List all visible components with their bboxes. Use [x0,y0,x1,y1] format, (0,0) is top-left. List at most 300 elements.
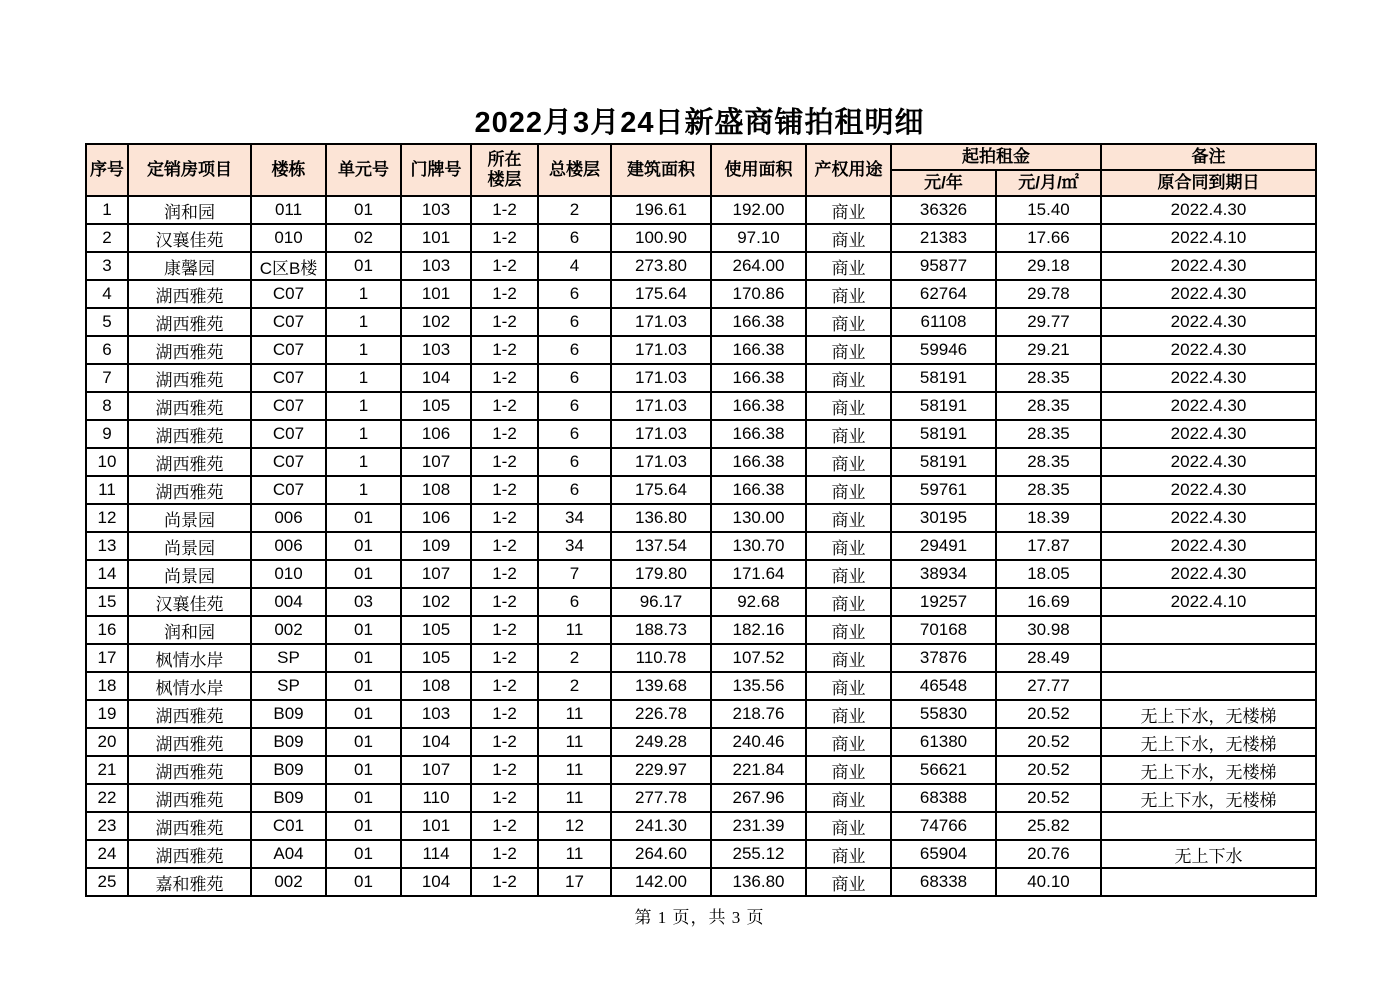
table-cell: 1-2 [471,196,538,224]
table-cell: B09 [251,700,326,728]
table-cell: 汉襄佳苑 [128,224,251,252]
table-cell: 11 [538,756,611,784]
table-cell: 240.46 [711,728,806,756]
table-row [86,308,1316,336]
table-cell: 尚景园 [128,560,251,588]
table-cell [1101,672,1316,700]
table-cell: 28.35 [996,364,1101,392]
table-cell: 商业 [806,476,891,504]
table-cell: C07 [251,420,326,448]
table-cell: 商业 [806,840,891,868]
table-cell: 61108 [891,308,996,336]
table-cell: 1 [326,364,401,392]
table-cell: 1 [86,196,128,224]
table-cell: 101 [401,812,471,840]
table-cell: 166.38 [711,308,806,336]
table-cell: C07 [251,336,326,364]
table-cell: 01 [326,868,401,896]
table-header [86,144,1316,196]
table-cell: 湖西雅苑 [128,728,251,756]
table-cell: 尚景园 [128,504,251,532]
table-cell: 2022.4.30 [1101,280,1316,308]
table-cell: 002 [251,616,326,644]
table-cell: 01 [326,756,401,784]
col-header-index: 序号 [86,144,128,196]
table-cell: 142.00 [611,868,711,896]
table-cell: 011 [251,196,326,224]
table-cell: 006 [251,504,326,532]
table-cell: 29.18 [996,252,1101,280]
table-cell: 29.21 [996,336,1101,364]
table-cell: 枫情水岸 [128,672,251,700]
table-cell: 2022.4.10 [1101,588,1316,616]
table-cell: 27.77 [996,672,1101,700]
table-cell: 1-2 [471,588,538,616]
table-cell: 166.38 [711,448,806,476]
table-cell: 103 [401,196,471,224]
table-cell: 29.77 [996,308,1101,336]
table-cell: 23 [86,812,128,840]
table-cell: 70168 [891,616,996,644]
table-cell: 59946 [891,336,996,364]
table-row [86,392,1316,420]
table-cell: 汉襄佳苑 [128,588,251,616]
table-row [86,420,1316,448]
table-cell: 166.38 [711,336,806,364]
table-cell: 25 [86,868,128,896]
table-cell: 商业 [806,756,891,784]
table-cell: 28.49 [996,644,1101,672]
table-cell: 商业 [806,728,891,756]
table-cell: 2022.4.10 [1101,224,1316,252]
table-cell: 1-2 [471,616,538,644]
table-cell: 无上下水，无楼梯 [1101,784,1316,812]
table-cell: 196.61 [611,196,711,224]
table-row [86,504,1316,532]
table-cell: 107.52 [711,644,806,672]
table-cell: 95877 [891,252,996,280]
table-cell: 湖西雅苑 [128,392,251,420]
table-cell: 6 [538,224,611,252]
table-cell: 01 [326,196,401,224]
table-cell: 106 [401,420,471,448]
table-row [86,336,1316,364]
table-row [86,644,1316,672]
table-row [86,224,1316,252]
table-cell: 无上下水，无楼梯 [1101,700,1316,728]
table-row [86,784,1316,812]
table-row [86,672,1316,700]
table-cell: 58191 [891,364,996,392]
table-cell: 114 [401,840,471,868]
table-cell: 20.76 [996,840,1101,868]
table-cell: 2022.4.30 [1101,420,1316,448]
table-cell: 商业 [806,812,891,840]
table-cell: 湖西雅苑 [128,420,251,448]
table-cell: 166.38 [711,476,806,504]
table-cell: 湖西雅苑 [128,476,251,504]
col-header-usable-area: 使用面积 [711,144,806,196]
table-row [86,448,1316,476]
table-cell: 9 [86,420,128,448]
table-cell: 湖西雅苑 [128,448,251,476]
table-row [86,812,1316,840]
table-cell: 102 [401,588,471,616]
col-header-rent-per-year: 元/年 [891,170,996,196]
table-cell: 20.52 [996,784,1101,812]
table-cell: 1-2 [471,672,538,700]
table-cell: 商业 [806,700,891,728]
table-cell: 58191 [891,448,996,476]
table-cell: 004 [251,588,326,616]
table-cell: 264.00 [711,252,806,280]
col-header-property-use: 产权用途 [806,144,891,196]
table-cell: 110.78 [611,644,711,672]
table-cell: 4 [86,280,128,308]
table-cell: 商业 [806,616,891,644]
table-cell: 17 [538,868,611,896]
table-cell: 6 [86,336,128,364]
table-cell: 11 [538,840,611,868]
table-cell: 24 [86,840,128,868]
table-cell: 2022.4.30 [1101,504,1316,532]
table-cell: 92.68 [711,588,806,616]
table-cell: 30195 [891,504,996,532]
table-cell: 湖西雅苑 [128,308,251,336]
table-cell: 1-2 [471,336,538,364]
table-cell: 166.38 [711,392,806,420]
table-cell: 107 [401,756,471,784]
table-cell: 02 [326,224,401,252]
table-cell: SP [251,672,326,700]
table-cell: 58191 [891,392,996,420]
table-cell: 商业 [806,196,891,224]
table-cell: 218.76 [711,700,806,728]
table-cell: 1-2 [471,308,538,336]
table-row [86,364,1316,392]
table-cell: 18.05 [996,560,1101,588]
table-cell: 湖西雅苑 [128,840,251,868]
table-cell: 12 [86,504,128,532]
table-cell: 104 [401,868,471,896]
table-cell: 97.10 [711,224,806,252]
table-cell: 166.38 [711,364,806,392]
table-cell: 无上下水，无楼梯 [1101,756,1316,784]
table-cell: C07 [251,364,326,392]
header-row-1 [86,144,1316,170]
table-cell: 17.87 [996,532,1101,560]
table-cell: 192.00 [711,196,806,224]
table-cell: 尚景园 [128,532,251,560]
table-cell: 19 [86,700,128,728]
table-cell: 221.84 [711,756,806,784]
table-cell: 68338 [891,868,996,896]
table-cell: 136.80 [711,868,806,896]
table-cell: 1-2 [471,812,538,840]
table-cell: 137.54 [611,532,711,560]
table-cell: 102 [401,308,471,336]
table-cell: 62764 [891,280,996,308]
table-cell: 1-2 [471,504,538,532]
table-row [86,280,1316,308]
table-cell: 264.60 [611,840,711,868]
table-cell: 商业 [806,868,891,896]
table-cell: 商业 [806,532,891,560]
table-cell: 226.78 [611,700,711,728]
table-row [86,728,1316,756]
table-cell: C07 [251,476,326,504]
table-cell: C07 [251,448,326,476]
table-cell: 20.52 [996,728,1101,756]
table-cell: 商业 [806,448,891,476]
table-cell: 2022.4.30 [1101,364,1316,392]
table-cell: 105 [401,616,471,644]
table-cell: 2022.4.30 [1101,476,1316,504]
table-cell: C区B楼 [251,252,326,280]
table-cell: 104 [401,728,471,756]
table-cell: 4 [538,252,611,280]
table-cell: 1-2 [471,252,538,280]
table-row [86,476,1316,504]
table-cell: 166.38 [711,420,806,448]
table-cell: 6 [538,364,611,392]
table-cell: 100.90 [611,224,711,252]
table-cell: 171.03 [611,308,711,336]
table-cell: 255.12 [711,840,806,868]
table-cell: 6 [538,280,611,308]
table-cell: 59761 [891,476,996,504]
table-cell: 商业 [806,504,891,532]
table-cell: 21 [86,756,128,784]
table-cell: 01 [326,644,401,672]
table-cell: 2022.4.30 [1101,336,1316,364]
table-cell: 18.39 [996,504,1101,532]
table-cell: 枫情水岸 [128,644,251,672]
table-cell: 170.86 [711,280,806,308]
table-cell: C07 [251,280,326,308]
table-cell: 37876 [891,644,996,672]
table-cell: 277.78 [611,784,711,812]
table-cell: 商业 [806,280,891,308]
table-cell: 8 [86,392,128,420]
table-cell: 179.80 [611,560,711,588]
table-cell: 139.68 [611,672,711,700]
col-header-total-floors: 总楼层 [538,144,611,196]
table-cell: 湖西雅苑 [128,280,251,308]
table-cell: 2022.4.30 [1101,448,1316,476]
table-cell: 1 [326,448,401,476]
table-cell: 商业 [806,420,891,448]
table-cell: 1 [326,280,401,308]
table-cell: 6 [538,420,611,448]
table-cell: 14 [86,560,128,588]
table-cell: 18 [86,672,128,700]
table-cell: 1-2 [471,420,538,448]
table-cell: 267.96 [711,784,806,812]
table-cell: 002 [251,868,326,896]
table-cell: 1-2 [471,392,538,420]
table-cell: 188.73 [611,616,711,644]
col-header-located-floor: 所在楼层 [471,144,538,196]
table-cell: 34 [538,532,611,560]
table-cell: 96.17 [611,588,711,616]
table-cell: 2022.4.30 [1101,252,1316,280]
table-cell: 101 [401,224,471,252]
table-cell: 17 [86,644,128,672]
table-cell: 2022.4.30 [1101,392,1316,420]
table-cell: 34 [538,504,611,532]
table-cell: 171.64 [711,560,806,588]
table-cell: 55830 [891,700,996,728]
table-cell: 175.64 [611,476,711,504]
table-cell: 商业 [806,588,891,616]
table-cell: 6 [538,476,611,504]
table-cell: 湖西雅苑 [128,364,251,392]
table-cell: 1 [326,476,401,504]
table-cell: 30.98 [996,616,1101,644]
table-cell: 130.70 [711,532,806,560]
table-cell: 15 [86,588,128,616]
table-cell: 01 [326,532,401,560]
table-cell: 1-2 [471,476,538,504]
table-cell: 6 [538,588,611,616]
table-cell: 229.97 [611,756,711,784]
table-cell: 65904 [891,840,996,868]
table-cell: 107 [401,448,471,476]
rent-detail-table [85,143,1317,897]
table-cell: C07 [251,392,326,420]
table-cell [1101,616,1316,644]
table-cell: 01 [326,812,401,840]
table-cell: 03 [326,588,401,616]
table-cell: SP [251,644,326,672]
table-cell: 171.03 [611,448,711,476]
table-cell: 2022.4.30 [1101,532,1316,560]
table-cell: 润和园 [128,196,251,224]
table-cell: 2022.4.30 [1101,196,1316,224]
table-cell: 16.69 [996,588,1101,616]
table-cell: 136.80 [611,504,711,532]
table-cell: 21383 [891,224,996,252]
table-cell: 1-2 [471,532,538,560]
table-cell: 无上下水 [1101,840,1316,868]
table-row [86,756,1316,784]
table-cell: 36326 [891,196,996,224]
table-cell: 商业 [806,392,891,420]
page-title: 2022月3月24日新盛商铺拍租明细 [474,107,925,139]
table-cell: 249.28 [611,728,711,756]
table-cell: B09 [251,728,326,756]
table-cell: 106 [401,504,471,532]
table-cell: 1-2 [471,448,538,476]
table-cell: 28.35 [996,392,1101,420]
table-cell: 商业 [806,252,891,280]
table-cell: 20.52 [996,756,1101,784]
table-cell: 1 [326,336,401,364]
table-cell: 108 [401,476,471,504]
table-cell: 无上下水，无楼梯 [1101,728,1316,756]
table-cell: 1-2 [471,784,538,812]
table-cell: 湖西雅苑 [128,756,251,784]
table-cell: 商业 [806,308,891,336]
table-cell: 2 [538,644,611,672]
table-cell: 润和园 [128,616,251,644]
table-cell: 6 [538,336,611,364]
table-cell: 103 [401,700,471,728]
table-cell: 29.78 [996,280,1101,308]
table-cell: 6 [538,448,611,476]
table-cell: 6 [538,392,611,420]
table-cell [1101,644,1316,672]
table-cell: 103 [401,252,471,280]
table-cell: 108 [401,672,471,700]
col-header-project: 定销房项目 [128,144,251,196]
table-row [86,700,1316,728]
table-cell: 175.64 [611,280,711,308]
table-cell: 01 [326,616,401,644]
col-header-remark: 备注 [1101,144,1316,170]
table-cell: 2 [538,196,611,224]
table-cell: 1-2 [471,280,538,308]
table-cell: 1-2 [471,700,538,728]
table-cell: 1-2 [471,560,538,588]
table-cell [1101,812,1316,840]
table-cell: 273.80 [611,252,711,280]
table-row [86,252,1316,280]
table-cell: 5 [86,308,128,336]
page-footer: 第 1 页，共 3 页 [634,908,765,927]
table-cell: 38934 [891,560,996,588]
table-cell: 56621 [891,756,996,784]
table-cell: 10 [86,448,128,476]
table-cell: 40.10 [996,868,1101,896]
table-cell: 61380 [891,728,996,756]
table-cell: 01 [326,700,401,728]
table-cell: 105 [401,644,471,672]
table-cell: 1-2 [471,756,538,784]
table-cell: 11 [538,616,611,644]
table-cell: 7 [538,560,611,588]
col-header-rent-per-month-sqm: 元/月/㎡ [996,170,1101,196]
table-row [86,560,1316,588]
table-cell: 商业 [806,364,891,392]
table-cell: 湖西雅苑 [128,784,251,812]
table-row [86,868,1316,896]
table-cell: 商业 [806,784,891,812]
table-cell: 110 [401,784,471,812]
table-cell: C01 [251,812,326,840]
table-cell: 1-2 [471,728,538,756]
table-cell: 182.16 [711,616,806,644]
col-header-original-contract-expiry: 原合同到期日 [1101,170,1316,196]
table-cell: 104 [401,364,471,392]
table-cell: 20 [86,728,128,756]
table-cell: 17.66 [996,224,1101,252]
table-cell: 湖西雅苑 [128,336,251,364]
table-cell: 2 [86,224,128,252]
table-cell [1101,868,1316,896]
table-cell: 康馨园 [128,252,251,280]
table-cell: A04 [251,840,326,868]
col-header-starting-rent: 起拍租金 [891,144,1101,170]
table-cell: 嘉和雅苑 [128,868,251,896]
table-cell: 1-2 [471,224,538,252]
table-cell: 商业 [806,644,891,672]
table-cell: 19257 [891,588,996,616]
table-cell: 1-2 [471,364,538,392]
table-cell: 11 [538,784,611,812]
table-cell: 1 [326,308,401,336]
